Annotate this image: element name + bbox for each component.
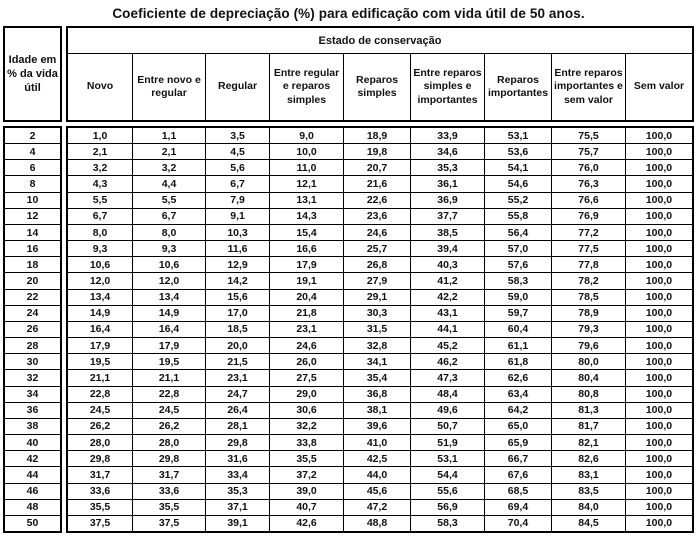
value-cell: 64,2 — [485, 403, 551, 418]
value-cell: 35,3 — [206, 484, 269, 499]
data-grid — [66, 126, 694, 533]
value-cell: 59,7 — [485, 306, 551, 321]
column-header: Reparos simples — [344, 54, 410, 120]
value-cell: 67,6 — [485, 467, 551, 482]
value-cell: 9,1 — [206, 209, 269, 224]
value-cell: 32,2 — [270, 419, 343, 434]
age-cell: 6 — [5, 160, 60, 175]
value-cell: 31,7 — [133, 467, 205, 482]
age-cell: 16 — [5, 241, 60, 256]
value-cell: 3,2 — [133, 160, 205, 175]
value-cell: 35,3 — [411, 160, 484, 175]
value-cell: 62,6 — [485, 370, 551, 385]
value-cell: 28,1 — [206, 419, 269, 434]
value-cell: 80,8 — [552, 387, 625, 402]
age-cell: 36 — [5, 403, 60, 418]
value-cell: 38,1 — [344, 403, 410, 418]
value-cell: 100,0 — [626, 241, 692, 256]
value-cell: 44,0 — [344, 467, 410, 482]
value-cell: 26,2 — [133, 419, 205, 434]
age-cell: 8 — [5, 176, 60, 191]
value-cell: 4,4 — [133, 176, 205, 191]
value-cell: 50,7 — [411, 419, 484, 434]
value-cell: 42,2 — [411, 290, 484, 305]
value-cell: 78,9 — [552, 306, 625, 321]
value-cell: 45,6 — [344, 484, 410, 499]
value-cell: 100,0 — [626, 516, 692, 531]
value-cell: 80,0 — [552, 354, 625, 369]
value-cell: 16,4 — [68, 322, 132, 337]
value-cell: 54,4 — [411, 467, 484, 482]
value-cell: 21,6 — [344, 176, 410, 191]
value-cell: 35,5 — [68, 500, 132, 515]
value-cell: 4,3 — [68, 176, 132, 191]
value-cell: 9,3 — [68, 241, 132, 256]
value-cell: 100,0 — [626, 176, 692, 191]
value-cell: 36,9 — [411, 193, 484, 208]
value-cell: 47,3 — [411, 370, 484, 385]
value-cell: 14,9 — [133, 306, 205, 321]
value-cell: 10,3 — [206, 225, 269, 240]
column-header: Entre regular e reparos simples — [270, 54, 343, 120]
value-cell: 56,4 — [485, 225, 551, 240]
value-cell: 81,3 — [552, 403, 625, 418]
value-cell: 14,2 — [206, 273, 269, 288]
age-cell: 38 — [5, 419, 60, 434]
value-cell: 22,8 — [68, 387, 132, 402]
age-cell: 30 — [5, 354, 60, 369]
value-cell: 24,6 — [270, 338, 343, 353]
value-cell: 5,5 — [133, 193, 205, 208]
value-cell: 25,7 — [344, 241, 410, 256]
value-cell: 26,4 — [206, 403, 269, 418]
value-cell: 77,5 — [552, 241, 625, 256]
value-cell: 41,2 — [411, 273, 484, 288]
value-cell: 40,3 — [411, 257, 484, 272]
age-cell: 28 — [5, 338, 60, 353]
value-cell: 100,0 — [626, 338, 692, 353]
value-cell: 21,1 — [133, 370, 205, 385]
value-cell: 29,0 — [270, 387, 343, 402]
value-cell: 78,5 — [552, 290, 625, 305]
value-cell: 16,4 — [133, 322, 205, 337]
header-block — [66, 26, 694, 122]
value-cell: 53,6 — [485, 144, 551, 159]
value-cell: 6,7 — [206, 176, 269, 191]
value-cell: 19,8 — [344, 144, 410, 159]
column-header: Entre novo e regular — [133, 54, 205, 120]
value-cell: 35,4 — [344, 370, 410, 385]
value-cell: 100,0 — [626, 290, 692, 305]
value-cell: 51,9 — [411, 435, 484, 450]
value-cell: 75,7 — [552, 144, 625, 159]
value-cell: 21,8 — [270, 306, 343, 321]
value-cell: 65,0 — [485, 419, 551, 434]
age-cell: 2 — [5, 128, 60, 143]
value-cell: 2,1 — [68, 144, 132, 159]
value-cell: 12,0 — [133, 273, 205, 288]
value-cell: 55,2 — [485, 193, 551, 208]
value-cell: 23,1 — [270, 322, 343, 337]
value-cell: 20,4 — [270, 290, 343, 305]
value-cell: 42,6 — [270, 516, 343, 531]
value-cell: 56,9 — [411, 500, 484, 515]
value-cell: 84,0 — [552, 500, 625, 515]
value-cell: 23,6 — [344, 209, 410, 224]
value-cell: 13,4 — [68, 290, 132, 305]
value-cell: 100,0 — [626, 435, 692, 450]
value-cell: 100,0 — [626, 144, 692, 159]
value-cell: 17,9 — [270, 257, 343, 272]
value-cell: 1,1 — [133, 128, 205, 143]
value-cell: 66,7 — [485, 451, 551, 466]
value-cell: 80,4 — [552, 370, 625, 385]
value-cell: 8,0 — [133, 225, 205, 240]
value-cell: 33,8 — [270, 435, 343, 450]
value-cell: 34,6 — [411, 144, 484, 159]
value-cell: 100,0 — [626, 419, 692, 434]
value-cell: 15,4 — [270, 225, 343, 240]
value-cell: 35,5 — [133, 500, 205, 515]
value-cell: 53,1 — [411, 451, 484, 466]
value-cell: 48,8 — [344, 516, 410, 531]
value-cell: 76,9 — [552, 209, 625, 224]
value-cell: 39,6 — [344, 419, 410, 434]
value-cell: 13,1 — [270, 193, 343, 208]
value-cell: 32,8 — [344, 338, 410, 353]
value-cell: 26,2 — [68, 419, 132, 434]
value-cell: 31,5 — [344, 322, 410, 337]
value-cell: 29,8 — [206, 435, 269, 450]
value-cell: 81,7 — [552, 419, 625, 434]
value-cell: 29,1 — [344, 290, 410, 305]
value-cell: 39,1 — [206, 516, 269, 531]
value-cell: 4,5 — [206, 144, 269, 159]
value-cell: 61,1 — [485, 338, 551, 353]
value-cell: 100,0 — [626, 225, 692, 240]
column-header: Sem valor — [626, 54, 692, 120]
value-cell: 42,5 — [344, 451, 410, 466]
value-cell: 100,0 — [626, 467, 692, 482]
value-cell: 55,8 — [485, 209, 551, 224]
value-cell: 100,0 — [626, 160, 692, 175]
age-cell: 46 — [5, 484, 60, 499]
value-cell: 6,7 — [133, 209, 205, 224]
value-cell: 59,0 — [485, 290, 551, 305]
value-cell: 33,4 — [206, 467, 269, 482]
value-cell: 76,3 — [552, 176, 625, 191]
age-cell: 42 — [5, 451, 60, 466]
value-cell: 2,1 — [133, 144, 205, 159]
value-cell: 7,9 — [206, 193, 269, 208]
value-cell: 19,1 — [270, 273, 343, 288]
value-cell: 12,1 — [270, 176, 343, 191]
depreciation-table — [3, 26, 694, 533]
value-cell: 17,9 — [133, 338, 205, 353]
value-cell: 30,3 — [344, 306, 410, 321]
value-cell: 3,2 — [68, 160, 132, 175]
value-cell: 43,1 — [411, 306, 484, 321]
value-cell: 53,1 — [485, 128, 551, 143]
value-cell: 38,5 — [411, 225, 484, 240]
value-cell: 24,5 — [68, 403, 132, 418]
age-cell: 26 — [5, 322, 60, 337]
value-cell: 37,5 — [68, 516, 132, 531]
value-cell: 10,0 — [270, 144, 343, 159]
value-cell: 100,0 — [626, 403, 692, 418]
value-cell: 10,6 — [68, 257, 132, 272]
value-cell: 10,6 — [133, 257, 205, 272]
value-cell: 48,4 — [411, 387, 484, 402]
value-cell: 23,1 — [206, 370, 269, 385]
value-cell: 5,5 — [68, 193, 132, 208]
column-headers-row — [68, 54, 692, 120]
value-cell: 27,9 — [344, 273, 410, 288]
value-cell: 37,5 — [133, 516, 205, 531]
value-cell: 41,0 — [344, 435, 410, 450]
value-cell: 76,0 — [552, 160, 625, 175]
age-cell: 32 — [5, 370, 60, 385]
value-cell: 55,6 — [411, 484, 484, 499]
value-cell: 22,8 — [133, 387, 205, 402]
value-cell: 100,0 — [626, 354, 692, 369]
value-cell: 84,5 — [552, 516, 625, 531]
value-cell: 12,9 — [206, 257, 269, 272]
value-cell: 54,6 — [485, 176, 551, 191]
age-cell: 12 — [5, 209, 60, 224]
value-cell: 21,1 — [68, 370, 132, 385]
value-cell: 31,6 — [206, 451, 269, 466]
age-cell: 4 — [5, 144, 60, 159]
value-cell: 100,0 — [626, 306, 692, 321]
value-cell: 70,4 — [485, 516, 551, 531]
value-cell: 46,2 — [411, 354, 484, 369]
value-cell: 19,5 — [68, 354, 132, 369]
value-cell: 1,0 — [68, 128, 132, 143]
value-cell: 100,0 — [626, 451, 692, 466]
value-cell: 100,0 — [626, 322, 692, 337]
value-cell: 60,4 — [485, 322, 551, 337]
value-cell: 12,0 — [68, 273, 132, 288]
value-cell: 26,0 — [270, 354, 343, 369]
column-header: Novo — [68, 54, 132, 120]
value-cell: 100,0 — [626, 257, 692, 272]
value-cell: 24,5 — [133, 403, 205, 418]
value-cell: 11,0 — [270, 160, 343, 175]
value-cell: 16,6 — [270, 241, 343, 256]
value-cell: 29,8 — [133, 451, 205, 466]
value-cell: 36,8 — [344, 387, 410, 402]
value-cell: 78,2 — [552, 273, 625, 288]
age-cell: 14 — [5, 225, 60, 240]
age-cell: 22 — [5, 290, 60, 305]
value-cell: 82,1 — [552, 435, 625, 450]
value-cell: 57,6 — [485, 257, 551, 272]
column-header: Entre reparos simples e importantes — [411, 54, 484, 120]
value-cell: 75,5 — [552, 128, 625, 143]
column-header: Regular — [206, 54, 269, 120]
value-cell: 6,7 — [68, 209, 132, 224]
value-cell: 9,3 — [133, 241, 205, 256]
value-cell: 40,7 — [270, 500, 343, 515]
value-cell: 20,7 — [344, 160, 410, 175]
value-cell: 33,6 — [68, 484, 132, 499]
value-cell: 68,5 — [485, 484, 551, 499]
value-cell: 18,9 — [344, 128, 410, 143]
value-cell: 37,7 — [411, 209, 484, 224]
age-cell: 24 — [5, 306, 60, 321]
value-cell: 100,0 — [626, 387, 692, 402]
value-cell: 83,1 — [552, 467, 625, 482]
value-cell: 39,0 — [270, 484, 343, 499]
age-cell: 48 — [5, 500, 60, 515]
value-cell: 44,1 — [411, 322, 484, 337]
value-cell: 100,0 — [626, 484, 692, 499]
value-cell: 37,2 — [270, 467, 343, 482]
value-cell: 5,6 — [206, 160, 269, 175]
value-cell: 58,3 — [485, 273, 551, 288]
value-cell: 100,0 — [626, 500, 692, 515]
value-cell: 79,6 — [552, 338, 625, 353]
value-cell: 39,4 — [411, 241, 484, 256]
age-cell: 18 — [5, 257, 60, 272]
value-cell: 79,3 — [552, 322, 625, 337]
value-cell: 82,6 — [552, 451, 625, 466]
age-cell: 10 — [5, 193, 60, 208]
value-cell: 49,6 — [411, 403, 484, 418]
value-cell: 19,5 — [133, 354, 205, 369]
value-cell: 29,8 — [68, 451, 132, 466]
value-cell: 77,2 — [552, 225, 625, 240]
value-cell: 15,6 — [206, 290, 269, 305]
value-cell: 33,9 — [411, 128, 484, 143]
value-cell: 27,5 — [270, 370, 343, 385]
value-cell: 17,9 — [68, 338, 132, 353]
column-header: Reparos importantes — [485, 54, 551, 120]
age-cell: 50 — [5, 516, 60, 531]
value-cell: 31,7 — [68, 467, 132, 482]
table-title: Coeficiente de depreciação (%) para edificação com vida útil de 50 anos. — [112, 6, 585, 21]
value-cell: 100,0 — [626, 128, 692, 143]
column-header: Entre reparos importantes e sem valor — [552, 54, 625, 120]
age-cell: 40 — [5, 435, 60, 450]
value-cell: 18,5 — [206, 322, 269, 337]
value-cell: 63,4 — [485, 387, 551, 402]
value-cell: 45,2 — [411, 338, 484, 353]
value-cell: 77,8 — [552, 257, 625, 272]
value-cell: 100,0 — [626, 193, 692, 208]
group-header-estado-de-conservacao: Estado de conservação — [68, 28, 692, 53]
value-cell: 100,0 — [626, 273, 692, 288]
value-cell: 22,6 — [344, 193, 410, 208]
value-cell: 65,9 — [485, 435, 551, 450]
value-cell: 37,1 — [206, 500, 269, 515]
value-cell: 3,5 — [206, 128, 269, 143]
value-cell: 21,5 — [206, 354, 269, 369]
value-cell: 24,6 — [344, 225, 410, 240]
value-cell: 14,3 — [270, 209, 343, 224]
value-cell: 34,1 — [344, 354, 410, 369]
value-cell: 100,0 — [626, 370, 692, 385]
value-cell: 24,7 — [206, 387, 269, 402]
value-cell: 26,8 — [344, 257, 410, 272]
value-cell: 61,8 — [485, 354, 551, 369]
value-cell: 100,0 — [626, 209, 692, 224]
age-cell: 34 — [5, 387, 60, 402]
value-cell: 69,4 — [485, 500, 551, 515]
value-cell: 35,5 — [270, 451, 343, 466]
value-cell: 28,0 — [68, 435, 132, 450]
value-cell: 14,9 — [68, 306, 132, 321]
value-cell: 11,6 — [206, 241, 269, 256]
value-cell: 8,0 — [68, 225, 132, 240]
corner-header-age-percent: Idade em % da vida útil — [3, 26, 62, 122]
value-cell: 76,6 — [552, 193, 625, 208]
value-cell: 30,6 — [270, 403, 343, 418]
value-cell: 54,1 — [485, 160, 551, 175]
value-cell: 47,2 — [344, 500, 410, 515]
value-cell: 33,6 — [133, 484, 205, 499]
value-cell: 9,0 — [270, 128, 343, 143]
value-cell: 57,0 — [485, 241, 551, 256]
value-cell: 20,0 — [206, 338, 269, 353]
value-cell: 36,1 — [411, 176, 484, 191]
age-cell: 44 — [5, 467, 60, 482]
value-cell: 13,4 — [133, 290, 205, 305]
age-column — [3, 126, 62, 533]
age-cell: 20 — [5, 273, 60, 288]
value-cell: 83,5 — [552, 484, 625, 499]
value-cell: 17,0 — [206, 306, 269, 321]
value-cell: 28,0 — [133, 435, 205, 450]
value-cell: 58,3 — [411, 516, 484, 531]
